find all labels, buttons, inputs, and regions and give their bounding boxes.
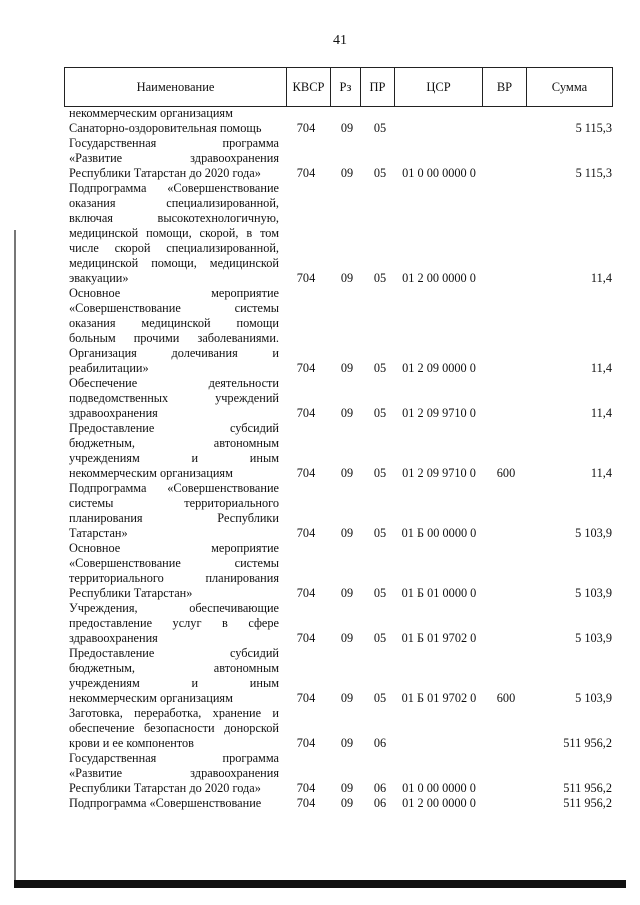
row-sum: 11,4 [590,466,612,480]
row-name-line: реабилитации» [69,361,149,375]
row-name-line: Основное мероприятие [69,286,279,300]
row-name-line: включая высокотехнологичную, [69,211,279,225]
table-row [64,106,624,121]
row-kvsr: 704 [296,781,316,795]
row-name-line: Заготовка, переработка, хранение и [69,706,279,720]
row-name-line: Санаторно-оздоровительная помощь [69,121,262,135]
row-rz: 09 [340,271,354,285]
row-name-line: Подпрограмма «Совершенствование [69,796,262,810]
row-name [64,106,279,121]
row-name-line: числе скорой специализированной, [69,241,279,255]
row-kvsr: 704 [296,361,316,375]
table-row [64,421,624,481]
table-row [64,541,624,601]
row-sum: 5 115,3 [575,121,612,135]
row-name-line: бюджетным, автономным [69,661,279,675]
page-number: 41 [333,33,347,48]
table-row [64,751,624,796]
table-header [64,67,613,107]
row-csr: 01 2 09 0000 0 [402,361,476,375]
row-name-line: больным прочими заболеваниями. [69,331,279,345]
row-name-line: планирования Республики [69,511,279,525]
row-kvsr: 704 [296,166,316,180]
row-kvsr: 704 [296,271,316,285]
row-pr: 05 [373,691,387,705]
row-vr: 600 [496,466,516,480]
row-kvsr: 704 [296,526,316,540]
table-row [64,706,624,751]
row-name-line: Республики Татарстан до 2020 года» [69,166,261,180]
header-kvsr: КВСР [287,68,331,107]
row-rz: 09 [340,466,354,480]
table-row [64,286,624,376]
row-pr: 05 [373,526,387,540]
scan-bottom-bar [14,880,626,888]
row-name [64,181,279,286]
row-sum: 11,4 [590,361,612,375]
row-name [64,481,279,541]
header-name: Наименование [65,68,287,107]
row-sum: 5 115,3 [575,166,612,180]
row-pr: 05 [373,361,387,375]
header-vr: ВР [483,68,527,107]
row-name-line: «Развитие здравоохранения [69,766,279,780]
row-name-line: «Развитие здравоохранения [69,151,279,165]
row-sum: 5 103,9 [575,691,612,705]
row-name-line: некоммерческим организациям [69,466,233,480]
row-rz: 09 [340,736,354,750]
row-rz: 09 [340,121,354,135]
row-name-line: эвакуации» [69,271,129,285]
row-name-line: предоставление услуг в сфере [69,616,279,630]
row-name-line: Республики Татарстан» [69,586,193,600]
row-pr: 06 [373,796,387,810]
row-name [64,421,279,481]
row-name-line: Республики Татарстан до 2020 года» [69,781,261,795]
row-csr: 01 Б 00 0000 0 [401,526,477,540]
header-pr: ПР [361,68,395,107]
row-name-line: Обеспечение деятельности [69,376,279,390]
row-csr: 01 Б 01 0000 0 [401,586,477,600]
row-name-line: здравоохранения [69,631,158,645]
row-name-line: территориального планирования [69,571,279,585]
row-kvsr: 704 [296,121,316,135]
row-name-line: Предоставление субсидий [69,421,279,435]
row-kvsr: 704 [296,406,316,420]
header-rz: Рз [331,68,361,107]
row-sum: 11,4 [590,406,612,420]
row-vr: 600 [496,691,516,705]
row-name-line: некоммерческим организациям [69,691,233,705]
row-csr: 01 0 00 0000 0 [402,166,476,180]
row-name-line: оказания медицинской помощи [69,316,279,330]
row-sum: 5 103,9 [575,526,612,540]
row-name-line: некоммерческим организациям [69,106,233,120]
row-name-line: подведомственных учреждений [69,391,279,405]
row-csr: 01 Б 01 9702 0 [401,691,477,705]
table-row [64,601,624,646]
row-name [64,136,279,181]
row-name-line: Организация долечивания и [69,346,279,360]
row-rz: 09 [340,166,354,180]
row-name-line: обеспечение безопасности донорской [69,721,279,735]
row-sum: 11,4 [590,271,612,285]
row-kvsr: 704 [296,466,316,480]
row-name [64,646,279,706]
row-rz: 09 [340,631,354,645]
row-csr: 01 Б 01 9702 0 [401,631,477,645]
row-name-line: Подпрограмма «Совершенствование [69,481,279,495]
row-name [64,751,279,796]
row-name [64,541,279,601]
row-pr: 05 [373,466,387,480]
row-name [64,376,279,421]
row-pr: 05 [373,121,387,135]
table-row [64,376,624,421]
row-rz: 09 [340,406,354,420]
row-sum: 511 956,2 [563,781,612,795]
row-name-line: Подпрограмма «Совершенствование [69,181,279,195]
row-name [64,286,279,376]
header-csr: ЦСР [395,68,483,107]
row-kvsr: 704 [296,691,316,705]
row-name-line: учреждениям и иным [69,676,279,690]
row-csr: 01 2 09 9710 0 [402,406,476,420]
row-name-line: Основное мероприятие [69,541,279,555]
row-csr: 01 2 00 0000 0 [402,796,476,810]
row-kvsr: 704 [296,586,316,600]
table-row [64,136,624,181]
row-name-line: Государственная программа [69,136,279,150]
row-name-line: «Совершенствование системы [69,301,279,315]
table-body [64,106,624,811]
table-row [64,796,624,811]
row-name [64,121,279,136]
row-name [64,706,279,751]
row-sum: 5 103,9 [575,631,612,645]
row-name-line: крови и ее компонентов [69,736,194,750]
row-pr: 06 [373,736,387,750]
row-kvsr: 704 [296,796,316,810]
row-name-line: бюджетным, автономным [69,436,279,450]
row-csr: 01 0 00 0000 0 [402,781,476,795]
row-name-line: оказания специализированной, [69,196,279,210]
row-rz: 09 [340,526,354,540]
scan-edge [14,230,16,880]
row-csr: 01 2 09 9710 0 [402,466,476,480]
row-rz: 09 [340,781,354,795]
row-pr: 05 [373,406,387,420]
row-kvsr: 704 [296,736,316,750]
row-pr: 05 [373,271,387,285]
row-pr: 06 [373,781,387,795]
row-rz: 09 [340,586,354,600]
row-sum: 511 956,2 [563,796,612,810]
row-sum: 511 956,2 [563,736,612,750]
row-pr: 05 [373,631,387,645]
row-rz: 09 [340,691,354,705]
row-kvsr: 704 [296,631,316,645]
row-name-line: Учреждения, обеспечивающие [69,601,279,615]
row-name-line: медицинской помощи, медицинской [69,256,279,270]
row-name [64,601,279,646]
row-name-line: учреждениям и иным [69,451,279,465]
row-pr: 05 [373,586,387,600]
row-csr: 01 2 00 0000 0 [402,271,476,285]
header-sum: Сумма [527,68,613,107]
row-name [64,796,279,811]
row-name-line: Государственная программа [69,751,279,765]
row-name-line: «Совершенствование системы [69,556,279,570]
row-name-line: медицинской помощи, скорой, в том [69,226,279,240]
row-name-line: Татарстан» [69,526,128,540]
row-sum: 5 103,9 [575,586,612,600]
row-name-line: здравоохранения [69,406,158,420]
row-pr: 05 [373,166,387,180]
table-row [64,646,624,706]
table-row [64,181,624,286]
row-rz: 09 [340,796,354,810]
table-row [64,481,624,541]
row-name-line: системы территориального [69,496,279,510]
table-row [64,121,624,136]
row-name-line: Предоставление субсидий [69,646,279,660]
row-rz: 09 [340,361,354,375]
